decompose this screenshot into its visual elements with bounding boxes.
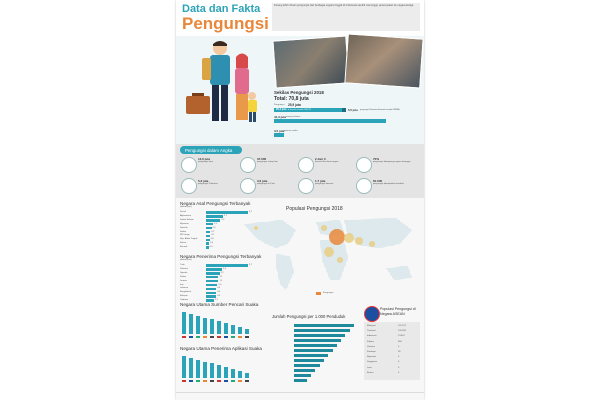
penerima-name: Uganda [180, 271, 188, 274]
asal-bar [206, 223, 213, 226]
asal-bar [206, 235, 210, 238]
angka-value-5: 5,3 juta [198, 179, 209, 183]
penerima-name: Jerman [180, 279, 187, 282]
aplikasi-flag [238, 380, 242, 383]
penerima-bar [206, 299, 214, 302]
aplikasi-column [217, 365, 221, 378]
asal-value: 0,4 [209, 246, 213, 249]
angka-value-6: 3,6 juta [257, 179, 268, 183]
asal-name: Rep. Afrika Tengah [180, 238, 198, 241]
per-penduduk-bar [294, 354, 328, 357]
angka-label-7: pengungsi dewasa [315, 183, 334, 185]
penerima-bar [206, 280, 218, 283]
penerima-value: 3,7 [249, 264, 252, 266]
asean-value: 684 [398, 340, 402, 343]
asal-value: 0,9 [212, 226, 216, 229]
penerima-bar [206, 268, 222, 271]
angka-label-5: pengungsi Palestina [198, 183, 218, 185]
asal-name: Burundi [180, 246, 188, 249]
per-penduduk-bar [294, 374, 311, 377]
penerima-value: 1,2 [220, 271, 224, 274]
asal-value: 2,7 [223, 214, 227, 217]
penerima-value: 1,1 [219, 279, 223, 282]
penerima-bar [206, 288, 216, 291]
sekilas-row-label-1: Pengungsi [274, 104, 285, 106]
tent-icon [240, 178, 256, 194]
asean-heading-2: Negara ASEAN [380, 312, 405, 316]
asal-unit: (dalam juta) [180, 206, 192, 208]
photo-2 [344, 33, 423, 88]
angka-heading: Pengungsi dalam Angka [185, 147, 233, 153]
user-icon [298, 178, 314, 194]
footer-line [176, 392, 424, 393]
asean-value: 0 [398, 361, 400, 364]
asal-name: Myanmar [180, 222, 189, 225]
penerima-bar [206, 264, 248, 267]
sumber-flag [189, 336, 193, 339]
asal-bar [206, 242, 209, 245]
asean-name: Indonesia [367, 335, 377, 338]
angka-value-3: 2 dari 3 [315, 157, 326, 161]
penerima-name: Bangladesh [180, 291, 191, 294]
asean-name: Myanmar [367, 356, 377, 359]
asal-name: Eritrea [180, 242, 187, 245]
sumber-flag [182, 336, 186, 339]
aplikasi-column [182, 356, 186, 378]
world-map [236, 214, 422, 298]
asal-bar [206, 246, 209, 249]
penerima-bar [206, 292, 216, 295]
per-penduduk-bar [294, 324, 354, 327]
aplikasi-flag [196, 380, 200, 383]
angka-label-8: pengungsi ditempatkan kembali [373, 183, 404, 185]
asal-name: Somalia [180, 226, 188, 229]
asean-name: Laos [367, 366, 372, 369]
angka-value-1: 13,6 juta [198, 157, 211, 161]
aplikasi-column [224, 367, 228, 378]
sekilas-total: Total: 70,8 juta [274, 96, 309, 102]
aplikasi-flag [182, 380, 186, 383]
per-penduduk-bar [294, 379, 307, 382]
penerima-name: Sudan [180, 275, 187, 278]
asal-name: Sudan Selatan [180, 218, 194, 221]
sumber-flag [224, 336, 228, 339]
sekilas-row-label-2: di bawah mandat UNHCR [288, 108, 312, 111]
title-line1: Data dan Fakta [182, 3, 261, 15]
asean-name: Singapura [367, 361, 377, 364]
asal-name: Afghanistan [180, 214, 191, 217]
aplikasi-column [189, 358, 193, 378]
penerima-bar [206, 276, 218, 279]
globe-icon [298, 157, 314, 173]
angka-value-2: 37.000 [257, 157, 267, 161]
photo-1 [272, 35, 349, 88]
aplikasi-flag [210, 380, 214, 383]
penerima-name: Yordania [180, 299, 189, 302]
sumber-column [182, 312, 186, 334]
penerima-name: Turki [180, 264, 185, 266]
asal-bar [206, 239, 210, 242]
angka-value-4: 70% [373, 157, 380, 161]
sumber-flag [245, 336, 249, 339]
sumber-flag [196, 336, 200, 339]
title-line2: Pengungsi [182, 14, 269, 33]
sekilas-heading: Sekilas Pengungsi 2018 [274, 90, 324, 95]
sekilas-bar-suaka [274, 133, 284, 137]
aplikasi-flag [189, 380, 193, 383]
asean-value: 58 [398, 351, 401, 353]
sumber-column [210, 319, 214, 334]
map-heading: Populasi Pengungsi 2018 [286, 206, 343, 212]
sekilas-row-value-3: 5,5 juta [348, 108, 358, 113]
per-penduduk-bar [294, 329, 350, 332]
aplikasi-flag [245, 380, 249, 383]
sekilas-row-value-5: 3,5 juta [274, 129, 285, 133]
sumber-column [231, 325, 235, 334]
sumber-column [224, 323, 228, 334]
penerima-value: 1,4 [222, 267, 226, 270]
asean-value: 0 [398, 371, 400, 374]
angka-value-8: 81.000 [373, 179, 383, 183]
angka-label-2: pengungsi setiap hari [257, 161, 278, 163]
per-penduduk-bar [294, 339, 341, 342]
penerima-value: 0,9 [217, 291, 221, 294]
sumber-flag [238, 336, 242, 339]
plane-icon [356, 178, 372, 194]
penerima-bar [206, 295, 216, 298]
aplikasi-flag [217, 380, 221, 383]
sekilas-bar-terlantar [274, 119, 386, 123]
sumber-flag [210, 336, 214, 339]
angka-label-6: pengungsi di Turki [257, 183, 275, 185]
sumber-heading: Negara Utama Sumber Pencari Suaka [180, 302, 259, 307]
penerima-bar [206, 284, 217, 287]
per-penduduk-heading: Jumlah Pengungsi per 1.000 Penduduk [272, 314, 346, 319]
asean-name: Thailand [367, 330, 376, 333]
penerima-value: 1,0 [218, 283, 222, 286]
family-icon [181, 157, 197, 173]
aplikasi-flag [203, 380, 207, 383]
penerima-heading: Negara Penerima Pengungsi Terbanyak [180, 254, 262, 259]
per-penduduk-bar [294, 359, 324, 362]
asean-value: 13.801 [398, 335, 405, 338]
asean-value: 0 [398, 366, 400, 369]
per-penduduk-bar [294, 364, 320, 367]
asal-bar [206, 219, 220, 222]
angka-label-3: berasal dari lima negara [315, 161, 339, 163]
penerima-value: 0,9 [217, 287, 221, 290]
per-penduduk-bar [294, 349, 333, 352]
asal-name: Sudan [180, 230, 187, 233]
asal-name: Suriah [180, 211, 187, 213]
angka-label-4: pengungsi ditampung negara tetangga [373, 161, 411, 163]
aplikasi-column [196, 360, 200, 378]
asal-value: 1,1 [213, 222, 217, 225]
aplikasi-flag [224, 380, 228, 383]
asal-value: 2,3 [221, 218, 225, 221]
sekilas-row-value-1: 25,9 juta [288, 103, 301, 107]
asal-bar [206, 227, 212, 230]
map-legend-label: Pengungsi [323, 292, 334, 294]
asean-value: 121.147 [398, 325, 406, 327]
asal-value: 0,5 [210, 242, 214, 245]
asean-value: 0 [398, 345, 400, 348]
sumber-column [217, 321, 221, 334]
asean-name: Filipina [367, 340, 374, 343]
sumber-flag [217, 336, 221, 339]
angka-value-7: 1,7 juta [315, 179, 326, 183]
penerima-value: 0,9 [217, 295, 221, 298]
penerima-bar [206, 272, 220, 275]
per-penduduk-bar [294, 334, 345, 337]
sekilas-row-label-5: pencari suaka [284, 129, 298, 132]
aplikasi-column [238, 371, 242, 378]
per-penduduk-bar [294, 369, 315, 372]
asal-heading: Negara Asal Pengungsi Terbanyak [180, 201, 251, 206]
sekilas-row-value-2: 20,4 juta [276, 108, 287, 112]
aplikasi-heading: Negara Utama Penerima Aplikasi Suaka [180, 346, 262, 351]
penerima-value: 1,1 [219, 275, 223, 278]
sumber-column [245, 329, 249, 335]
asal-value: 6,7 [249, 211, 252, 213]
penerima-unit: (dalam juta) [180, 259, 192, 261]
asal-bar [206, 231, 210, 234]
house-icon [356, 157, 372, 173]
asal-name: RD Kongo [180, 234, 190, 237]
sumber-column [203, 318, 207, 335]
infographic-poster [176, 0, 424, 400]
aplikasi-flag [231, 380, 235, 383]
penerima-name: Pakistan [180, 267, 188, 270]
sumber-column [196, 316, 200, 334]
asean-value: 103.992 [398, 330, 406, 333]
sekilas-row-label-4: orang terlantar [286, 115, 301, 118]
penerima-name: Ethiopia [180, 295, 188, 298]
asal-bar [206, 215, 223, 218]
people-icon [181, 178, 197, 194]
penerima-value: 0,7 [214, 299, 218, 302]
intro-text: Kurang lebih ribuan pengungsi dari berbagai negara tinggal di Indonesia sambil menunggu penempatan ke negara ketiga. [274, 4, 414, 7]
asean-heading-1: Populasi Pengungsi di [380, 307, 416, 311]
sekilas-row-value-4: 41,3 juta [274, 115, 287, 119]
sumber-flag [203, 336, 207, 339]
sumber-flag [231, 336, 235, 339]
sekilas-bar-unrwa [342, 108, 346, 112]
asean-name: Vietnam [367, 345, 375, 348]
asal-value: 0,7 [211, 230, 215, 233]
angka-label-1: pengungsi baru [198, 161, 214, 163]
family-illustration [180, 38, 262, 134]
sekilas-row-label-3: pengungsi Palestina di bawah mandat UNRWA [360, 108, 400, 111]
penerima-name: Iran [180, 283, 184, 286]
asean-name: Brunei [367, 371, 374, 374]
map-legend-swatch [316, 292, 321, 295]
asean-value: 0 [398, 356, 400, 359]
asal-bar [206, 211, 248, 214]
penerima-name: Lebanon [180, 287, 189, 290]
sumber-column [238, 327, 242, 334]
asean-name: Kamboja [367, 351, 376, 353]
aplikasi-column [210, 363, 214, 378]
calendar-icon [240, 157, 256, 173]
aplikasi-column [245, 373, 249, 379]
asean-logo [364, 306, 380, 322]
aplikasi-column [203, 362, 207, 379]
aplikasi-column [231, 369, 235, 378]
asal-value: 0,7 [211, 234, 215, 237]
asean-name: Malaysia [367, 325, 376, 327]
per-penduduk-bar [294, 344, 337, 347]
asal-value: 0,6 [210, 238, 214, 241]
sumber-column [189, 314, 193, 334]
